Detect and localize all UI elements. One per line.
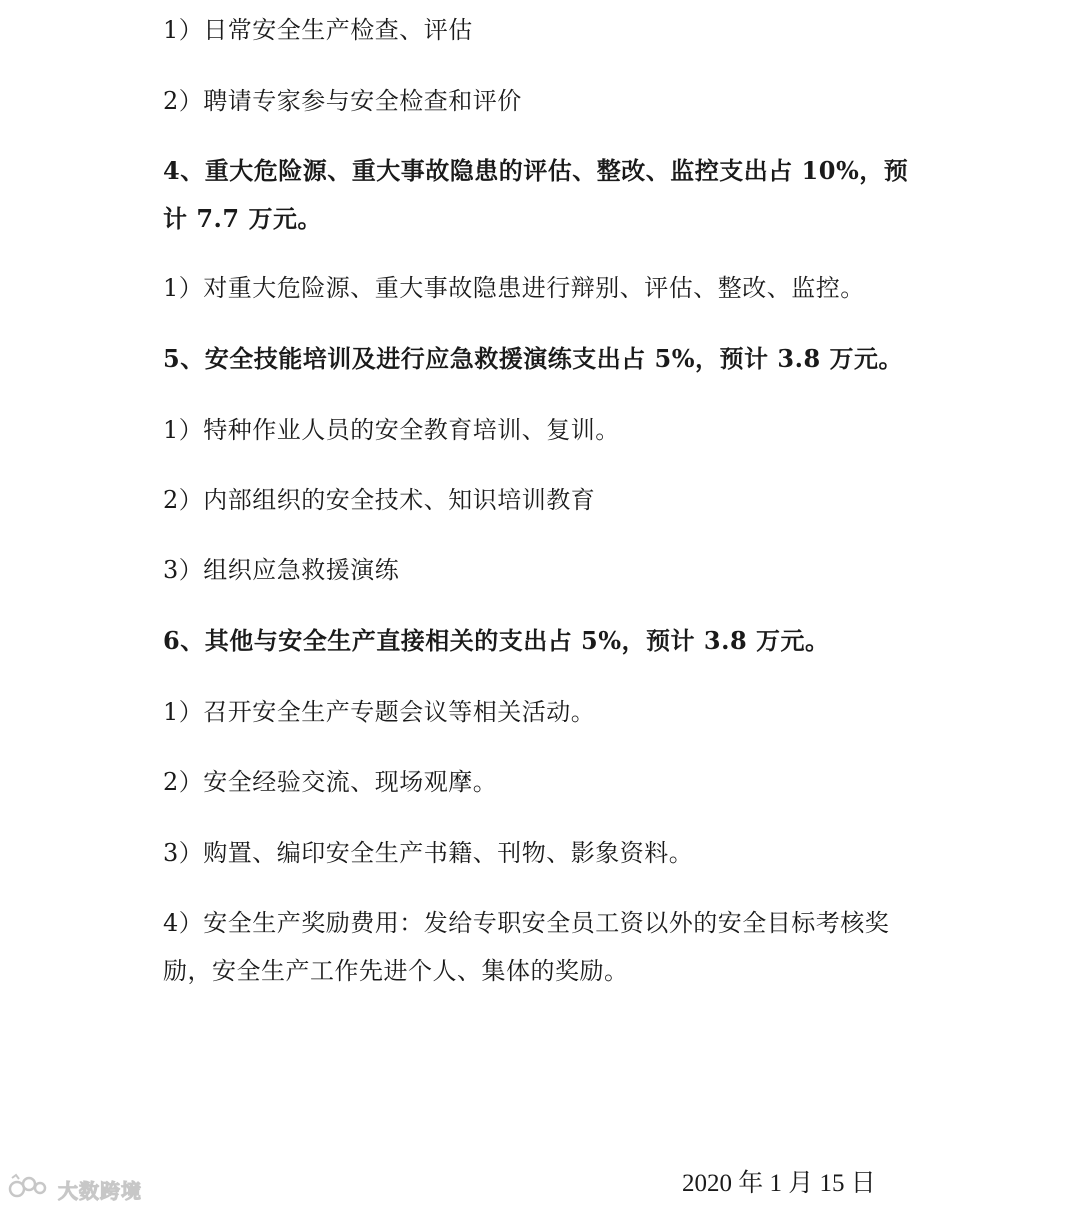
item-experience-exchange: 2）安全经验交流、现场观摩。 [163, 768, 498, 796]
item-safety-materials: 3）购置、编印安全生产书籍、刊物、影象资料。 [163, 839, 694, 867]
heading-section-5: 5、安全技能培训及进行应急救援演练支出占 5%，预计 3.8 万元。 [163, 344, 904, 373]
item-safety-meetings: 1）召开安全生产专题会议等相关活动。 [163, 698, 596, 726]
heading-section-6: 6、其他与安全生产直接相关的支出占 5%，预计 3.8 万元。 [163, 626, 830, 655]
watermark [8, 1172, 142, 1206]
item-safety-rewards: 4）安全生产奖励费用：发给专职安全员工资以外的安全目标考核奖励，安全生产工作先进个人、集体的奖励。 [163, 909, 890, 985]
item-special-training: 1）特种作业人员的安全教育培训、复训。 [163, 416, 620, 444]
item-emergency-drill: 3）组织应急救援演练 [163, 556, 400, 584]
item-daily-inspection: 1）日常安全生产检查、评估 [163, 16, 473, 44]
item-internal-training: 2）内部组织的安全技术、知识培训教育 [163, 486, 596, 514]
watermark-text: 大数跨境 [58, 1178, 142, 1203]
item-expert-evaluation: 2）聘请专家参与安全检查和评价 [163, 87, 522, 115]
watermark-logo-icon [8, 1172, 52, 1206]
document-date: 2020 年 1 月 15 日 [682, 1170, 876, 1197]
item-hazard-monitoring: 1）对重大危险源、重大事故隐患进行辩别、评估、整改、监控。 [163, 274, 865, 302]
heading-section-4: 4、重大危险源、重大事故隐患的评估、整改、监控支出占 10%，预计 7.7 万元。 [163, 156, 909, 233]
